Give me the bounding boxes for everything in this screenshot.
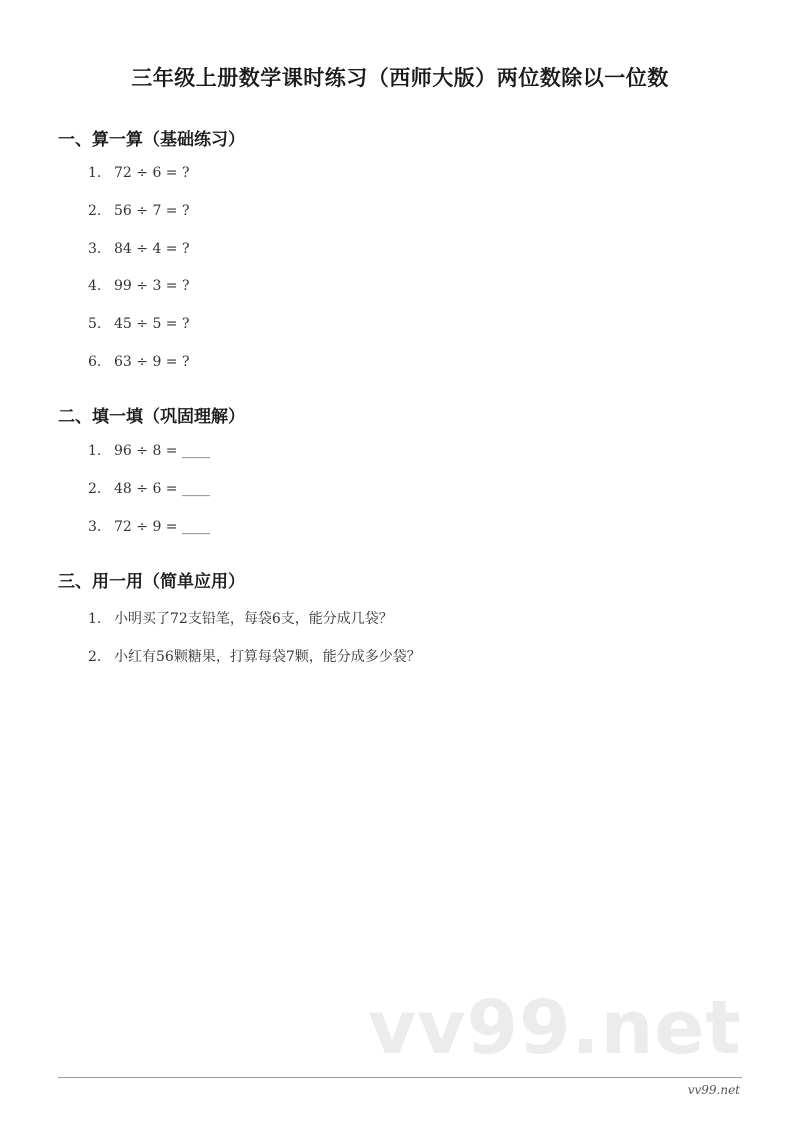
section-heading-fill: 二、填一填（巩固理解） (58, 407, 245, 427)
problem-number: 3. (88, 519, 102, 535)
problem-text: 99 ÷ 3 = ? (114, 278, 190, 294)
problem-number: 6. (88, 354, 102, 370)
problem-number: 5. (88, 316, 102, 332)
problem-text: 72 ÷ 9 = ____ (114, 519, 210, 535)
watermark: vv99.net (368, 985, 742, 1071)
problem-number: 4. (88, 278, 102, 294)
problem-text: 小明买了72支铅笔，每袋6支，能分成几袋？ (114, 611, 393, 627)
problem-text: 48 ÷ 6 = ____ (114, 481, 210, 497)
footer-divider (58, 1077, 742, 1078)
problem-text: 56 ÷ 7 = ? (114, 203, 190, 219)
problem-number: 1. (88, 165, 102, 181)
section-heading-basic: 一、算一算（基础练习） (58, 130, 245, 150)
fill-problem-3 (88, 519, 210, 535)
problem-text: 小红有56颗糖果，打算每袋7颗，能分成多少袋？ (114, 649, 421, 665)
section-heading-apply: 三、用一用（简单应用） (58, 572, 245, 592)
word-problem-2 (88, 646, 421, 666)
footer-site-label: vv99.net (687, 1083, 740, 1097)
problem-text: 84 ÷ 4 = ? (114, 241, 190, 257)
problem-number: 2. (88, 649, 102, 665)
problem-number: 1. (88, 443, 102, 459)
basic-problem-1 (88, 165, 190, 181)
basic-problem-4 (88, 278, 190, 294)
problem-number: 2. (88, 203, 102, 219)
problem-text: 72 ÷ 6 = ? (114, 165, 190, 181)
problem-text: 96 ÷ 8 = ____ (114, 443, 210, 459)
basic-problem-6 (88, 354, 190, 370)
problem-number: 3. (88, 241, 102, 257)
problem-text: 45 ÷ 5 = ? (114, 316, 190, 332)
basic-problem-5 (88, 316, 190, 332)
basic-problem-3 (88, 241, 190, 257)
fill-problem-1 (88, 443, 210, 459)
word-problem-1 (88, 608, 393, 628)
problem-text: 63 ÷ 9 = ? (114, 354, 190, 370)
page-title: 三年级上册数学课时练习（西师大版）两位数除以一位数 (131, 66, 669, 90)
problem-number: 2. (88, 481, 102, 497)
basic-problem-2 (88, 203, 190, 219)
problem-number: 1. (88, 611, 102, 627)
fill-problem-2 (88, 481, 210, 497)
